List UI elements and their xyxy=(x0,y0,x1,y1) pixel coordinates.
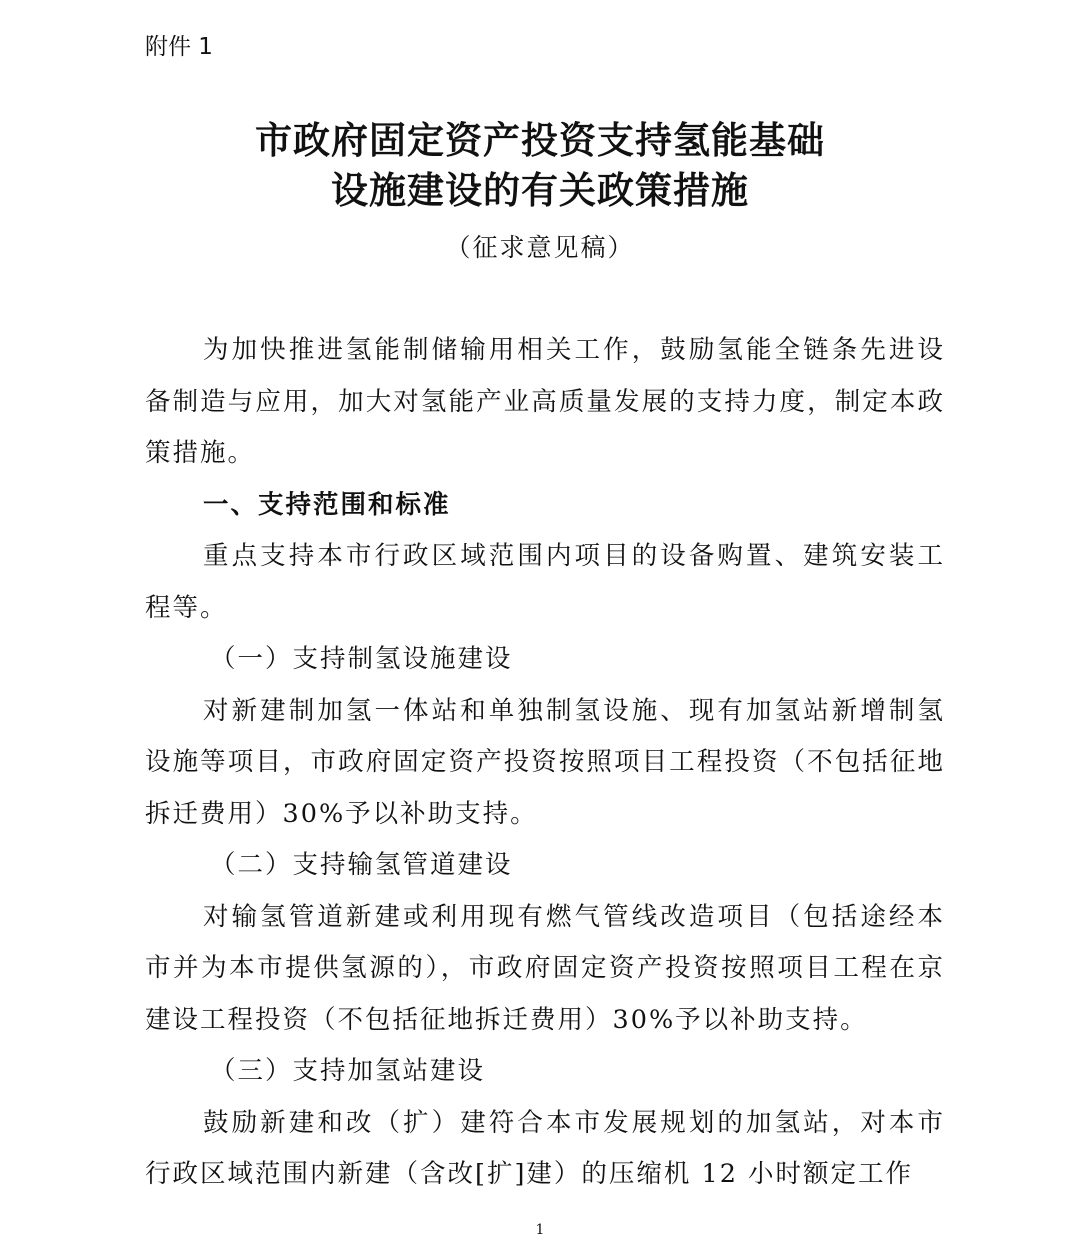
section-heading: 一、支持范围和标准 xyxy=(203,489,451,520)
subsection-heading: （二）支持输氢管道建设 xyxy=(210,850,513,880)
document-title-line-2: 设施建设的有关政策措施 xyxy=(331,169,749,212)
body-paragraph: 对输氢管道新建或利用现有燃气管线改造项目（包括途经本市并为本市提供氢源的），市政府固定资产投资按照项目工程在京建设工程投资（不包括征地拆迁费用）30%予以补助支持。 xyxy=(145,901,945,1035)
page-number: 1 xyxy=(535,1222,545,1238)
intro-paragraph: 为加快推进氢能制储输用相关工作，鼓励氢能全链条先进设备制造与应用，加大对氢能产业高质量发展的支持力度，制定本政策措施。 xyxy=(145,335,945,468)
body-paragraph: 鼓励新建和改（扩）建符合本市发展规划的加氢站，对本市行政区域范围内新建（含改[扩]建）的压缩机 12 小时额定工作 xyxy=(145,1107,945,1189)
body-paragraph: 对新建制加氢一体站和单独制氢设施、现有加氢站新增制氢设施等项目，市政府固定资产投资按照项目工程投资（不包括征地拆迁费用）30%予以补助支持。 xyxy=(145,695,945,829)
attachment-label: 附件 1 xyxy=(145,34,213,60)
document-body xyxy=(145,325,945,1201)
document-subtitle: （征求意见稿） xyxy=(445,233,635,262)
subsection-heading: （三）支持加氢站建设 xyxy=(210,1056,486,1086)
subsection-heading: （一）支持制氢设施建设 xyxy=(210,644,513,674)
document-title-line-1: 市政府固定资产投资支持氢能基础 xyxy=(255,119,825,162)
body-paragraph: 重点支持本市行政区域范围内项目的设备购置、建筑安装工程等。 xyxy=(145,541,945,623)
